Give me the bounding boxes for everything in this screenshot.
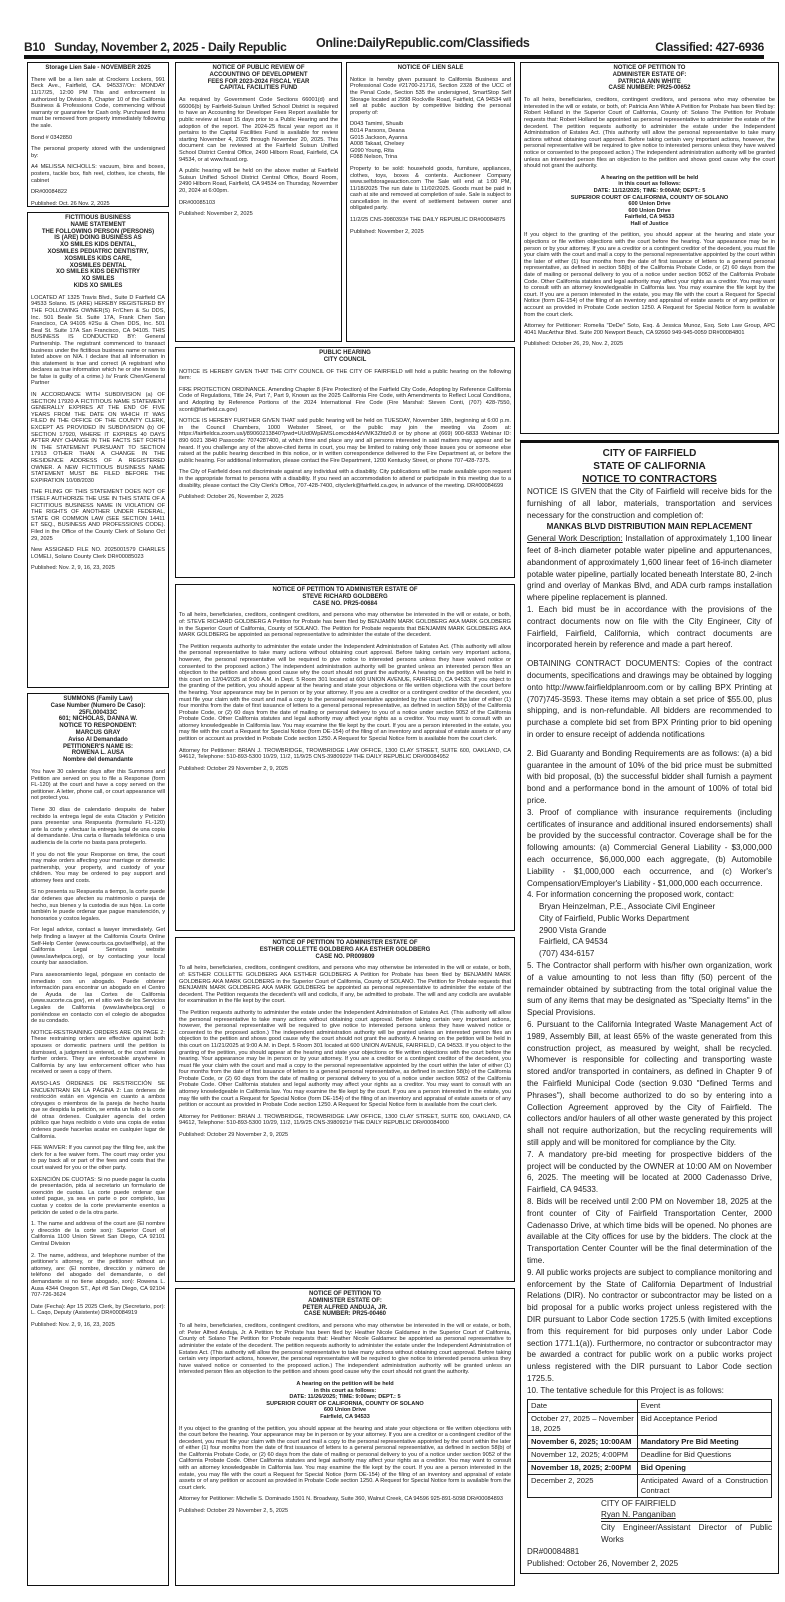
notice-title: NOTICE OF PETITION TO [613,65,686,71]
schedule-event: Bid Acceptance Period [637,1412,771,1435]
contact-line: City of Fairfield, Public Works Department [539,913,690,923]
notice-paragraph: For legal advice, contact a lawyer immediately. Get help finding a lawyer at the California Courts Online Self-Help Center (www.courts.ca.gov/selfhelp), at the California Legal Services website (www.lawhelpca.org), or by contacting your local county bar association. [31,927,165,967]
legal-notice [27,693,169,1586]
contact-line: Fairfield, CA 94534 [539,937,608,947]
notice-paragraph: Para asesoramiento legal, póngase en contacto de inmediato con un abogado. Puede obtener información para encontrar un abogado en el Centro de Ayuda de las Cortes de California (www.sucorte.ca.gov), en el sitio web de los Servicios Legales de California (www.lawhelpca.org) o poniéndose en contacto con el colegio de abogados de su condado. [31,972,165,1025]
notice-title: Case Number (Numero De Caso): [50,702,146,709]
notice-paragraph: Published: October 29 November 2, 5, 2025 [179,1508,289,1515]
schedule-row [528,1461,772,1474]
schedule-row [528,1435,772,1448]
notice-to-contractors [520,440,779,1574]
notice-paragraph: IN ACCORDANCE WITH SUBDIVISION (a) OF SECTION 17920 A FICTITIOUS NAME STATEMENT GENERALLY EXPIRES AT THE END OF FIVE YEARS FROM THE DATE ON WHICH IT WAS FILED IN THE OFFICE OF THE COUNTY CLERK, EXCEPT AS PROVIDED IN SUBDIVISION (b) OF SECTION 17920, WHERE IT EXPIRES 40 DAYS AFTER ANY CHANGE IN THE FACTS SET FORTH IN THE STATEMENT PURSUANT TO SECTION 17913 OTHER THAN A CHANGE IN THE RESIDENCE ADDRESS OF A REGISTERED OWNER. A NEW FICTITIOUS BUSINESS NAME STATEMENT MUST BE FILED BEFORE THE EXPIRATION 10/08/2030 [31,392,165,484]
notice-paragraph: Bond # 0342850 [31,134,73,141]
schedule-event: Mandatory Pre Bid Meeting [637,1435,771,1448]
notice-title: XO SMILES KIDS DENTISTRY [55,269,141,276]
notice-paragraph: 2. The name, address, and telephone number of the petitioner's attorney, or the petitioner without an attorney, are: (El nombre, dirección y número de teléfono del abogado del demandante, o del demandante si no tiene abogado, son): Rowena L. Ausa 4344 Oregon ST., Apt #8 San Diego, CA 92104 707-726-3624 [31,1252,165,1299]
notice-paragraph: Published: November 2, 2025 [179,211,253,218]
notice-title: NOTICE OF PETITION TO ADMINISTER ESTATE OF [272,940,418,946]
notice-paragraph: As required by Government Code Sections 66001(d) and 66006(b) by Fairfield-Suisun Unified School District is required to have an Accounting for Developer Fees Report available for public review at least 15 days prior to a Public Hearing and the adoption of the report. The 2024-25 fiscal year report as it pertains to the Capital Facilities Fund is available for review starting November 4, 2025 through November 20, 2025. This document can be reviewed at the Fairfield Suisun Unified School District Central Office, 2490 Hilborn Road, Fairfield, CA 94534, or at www.fsusd.org. [179,97,338,163]
work-description: General Work Description: Installation of approximately 1,100 linear feet of 8-inch diameter potable water pipeline and appurtenances, abandonment of approximately 1,600 linear feet of 16-inch diameter potable water pipeline, partially located beneath Interstate 80, 2-inch grind and overlay of Mankas Blvd, and ADA curb ramps installation where pipeline replacement is planned. [527,534,772,603]
notice-title: PETER ALFRED ANDUJA, JR. [302,1304,388,1311]
notice-paragraph: 1. The name and address of the court are (El nombre y dirección de la corte son): Superior Court of California 1100 Union Street San Diego, CA 92101 Central Division [31,1221,165,1247]
notice-paragraph: NOTICE-RESTRAINING ORDERS ARE ON PAGE 2: These restraining orders are effective against both spouses or domestic partners until the petition is dismissed, a judgment is entered, or the court makes further orders. They are enforceable anywhere in California by any law enforcement officer who has received or seen a copy of them. [31,1029,165,1076]
notice-paragraph: Published: October 26, November 2, 2025 [179,494,284,501]
notice-paragraph: DR#00084822 [31,189,68,196]
notice-title: CAPITAL FACILITIES FUND [219,85,298,92]
para-1: 1. Each bid must be in accordance with the provisions of the contract documents now on file with the City Engineer, City of Fairfield, Fairfield, California, which contract documents are incorporated herein by reference and made a part hereof. [527,604,772,650]
notice-paragraph: Property to be sold: household goods, furniture, appliances, clothes, toys, boxes & contents. Auctioneer Company www.selfstorageauction.com The Sale will end at 1:00 PM, 11/18/2025 The run date is 11/02/2025. Goods must be paid in cash at site and removed at completion of sale. Sale is subject to cancellation in the event of settlement between owner and obligated party. [350,165,511,212]
notice-paragraph: The Petition requests authority to administer the estate under the Independent Administration of Estates Act. (This authority will allow the personal representative to take many actions without obtaining court approval. Before taking certain very important actions, however, the personal representative will be required to give notice to interested persons unless they have waived notice or consented to the proposed action.) The independent administration authority will be granted unless an interested person files an objection to the petition and shows good cause why the court should not grant the authority. A hearing on the petition will be held in this court on 11/21/2025 at 9:00 A.M. in Dept. 5 Room 301 located at 600 UNION AVENUE, FAIRFIELD, CA 94533. If you object to the granting of the petition, you should appear at the hearing and state your objections or file written objections with the court before the hearing. Your appearance may be in person or by your attorney. If you are a creditor or a contingent creditor of the decedent, you must file your claim with the court and mail a copy to the personal representative appointed by the court within the later of either (1) four months from the date of first issuance of letters to a general personal representative, as defined in section 58(b) of the California Probate Code, or (2) 60 days from the date of mailing or personal delivery to you of a notice under section 9052 of the California Probate Code. Other California statutes and legal authority may affect your rights as a creditor. You may want to consult with an attorney knowledgeable in California law. You may examine the file kept by the court. If you are a person interested in the estate, you may file with the court a Request for Special Notice (form DE-154) of the filing of an inventory and appraisal of estate assets or of any petition or account as provided in Probate Code section 1250. A Request for Special Notice form is available from the court clerk. [179,1009,511,1109]
sig-city: CITY OF FAIRFIELD [601,1498,676,1508]
notice-title: CASE NO. PR25-00684 [312,600,378,607]
schedule-date: November 18, 2025; 2:00PM [528,1461,638,1474]
notice-paragraph: 11/2/25 CNS-3980393# THE DAILY REPUBLIC DR#00084875 [350,217,506,224]
notice-paragraph: EXENCIÓN DE CUOTAS: Si no puede pagar la cuota de presentación, pida al secretario un formulario de exención de cuotas. La corte puede ordenar que usted pague, ya sea en parte o por completo, las cuotas y costos de la corte previamente exentos a petición de usted o de la otra parte. [31,1176,165,1216]
notice-title: NOTICE OF PETITION TO ADMINISTER ESTATE OF [272,587,418,593]
notice-title: IS (ARE) DOING BUSINESS AS [54,235,142,242]
para-9: 9. All public works projects are subject to compliance monitoring and enforcement by the State of California Department of Industrial Relations (DIR). No contractor or subcontractor may be listed on a bid proposal for a public works project unless registered with the DIR pursuant to Labor Code section 1725.5 (with limited exceptions from this requirement for bid purposes only under Labor Code section 1771.1(a)). Furthermore, no contractor or subcontractor may be awarded a contract for public work on a public works project unless registered with the DIR pursuant to Labor Code section 1725.5. [527,1267,772,1383]
para-10: 10. The tentative schedule for this Project is as follows: [527,1385,724,1395]
page-date: B10 Sunday, November 2, 2025 - Daily Republic [24,40,287,54]
notice-paragraph: Tiene 30 días de calendario después de haber recibido la entrega legal de esta Citación y Petición para presentar una Respuesta (formulario FL-120) ante la corte y efectuar la entrega legal de una copia al demandante. Una carta o llamada telefónica o una audiencia de la corte no basta para protegerlo. [31,806,165,846]
notice-title: CITY COUNCIL [323,356,367,363]
notice-title: ROWENA L. AUSA [71,750,125,757]
notice-title: STEVE RICHARD GOLDBERG [302,593,388,600]
contractors-dr: DR#00084881 [527,1546,580,1556]
para-5: 5. The Contractor shall perform with his/her own organization, work of a value amounting to not less than fifty (50) percent of the remainder obtained by subtracting from the total original value the sum of any items that may be designated as "Specialty Items" in the Special Provisions. [527,961,772,1018]
sig-name: Ryan N. Panganiban [601,1509,772,1522]
notice-title: XOSMILES KIDS CARE, [64,255,132,262]
notice-title: XO SMILES KIDS DENTAL, [60,242,136,249]
notice-title: Storage Lien Sale - NOVEMBER 2025 [45,65,151,71]
notice-paragraph: To all heirs, beneficiaries, creditors, contingent creditors, and persons who may otherwise be interested in the will or estate, or both, of: Patricia Ann White A Petition for Probate has been filed by: Robert Holland in the Superior Court of California, County of: Solano The Petition for Probate requests that: Robert Holland be appointed as personal representative to administer the estate of the decedent. The petition requests authority to administer the estate under the Independent Administration of Estates Act. (This authority will allow the personal representative to take many actions without obtaining court approval. Before taking certain very important actions, however, the personal representative will be required to give notice to interested persons unless they have waived notice or consented to the proposed action.) The independent administration authority will be granted unless an interested person files an objection to the petition and shows good cause why the court should not grant the authority. [524,97,775,170]
notice-title: SUMMONS (Family Law) [63,696,133,702]
notice-paragraph: If you do not file your Response on time, the court may make orders affecting your marriage or domestic partnership, your property, and custody of your children. You may be ordered to pay support and attorney fees and costs. [31,851,165,884]
notice-paragraph: A hearing on the petition will be held in this court as follows: DATE: 11/12/2025; TIME: 9:00AM; DEPT.: 5 SUPERIOR COURT OF CALIFORNIA, COUNTY OF SOLANO 600 Union Drive 600 Union Drive Fairfield, CA 94533 Hall of Justice [570,174,729,227]
schedule-date: October 27, 2025 – November 18, 2025 [528,1412,638,1435]
legal-notice [175,347,515,578]
notice-paragraph: A4 MELISSA NICHOLLS: vacuum, bins and boxes, posters, tackle box, fish reel, clothes, ice chests, file cabinet [31,164,165,184]
notice-title: 25FL000433C [78,709,118,716]
notice-title: NOTICE OF PUBLIC REVIEW OF [212,65,305,71]
notice-paragraph: Published: October 29 November 2, 9, 2025 [179,765,289,772]
notice-paragraph: Notice is hereby given pursuant to California Business and Professional Code #21700-21716, Section 2328 of the UCC of the Penal Code, Section 535 the undersigned, SmartStop Self Storage located at 2998 Rockville Road, Fairfield, CA 94534 will sell at public auction by competitive bidding the personal property of: [350,76,511,116]
notice-title: 601; NICHOLAS, DANNA W. [58,716,138,723]
contractors-title-1: CITY OF FAIRFIELD [602,448,697,459]
notice-paragraph: The Petition requests authority to administer the estate under the Independent Administration of Estates Act. (This authority will allow the personal representative to take many actions without obtaining court approval. Before taking certain very important actions, however, the personal representative will be required to give notice to interested persons unless they have waived notice or consented to the proposed action.) The independent administration authority will be granted unless an interested person files an objection to the petition and shows good cause why the court should not grant the authority. A hearing on the petition will be held in this court on 12/04/2025 at 9:00 A.M. in Dept. 5 Room 301 located at 600 UNION AVENUE, FAIRFIELD, CA 94533. If you object to the granting of the petition, you should appear at the hearing and state your objections or file written objections with the court before the hearing. Your appearance may be in person or by your attorney. If you are a creditor or a contingent creditor of the decedent, you must file your claim with the court and mail a copy to the personal representative appointed by the court within the later of either (1) four months from the date of first issuance of letters to a general personal representative, as defined in section 58(b) of the California Probate Code, or (2) 60 days from the date of mailing or personal delivery to you of a notice under section 9052 of the California Probate Code. Other California statutes and legal authority may affect your rights as a creditor. You may want to consult with an attorney knowledgeable in California law. You may examine the file kept by the court. If you are a person interested in the estate, you may file with the court a Request for Special Notice (form DE-154) of the filing of an inventory and appraisal of estate assets or of any petition or account as provided in Probate Code section 1250. A Request for Special Notice form is available from the court clerk. [179,643,511,743]
legal-notice [346,62,515,342]
notice-title: CASE NUMBER: PR25-00652 [608,85,691,92]
schedule-row [528,1412,772,1435]
schedule-table [527,1399,772,1498]
legal-notice [27,62,169,207]
notice-paragraph: Published: Nov. 2, 9, 16, 23, 2025 [31,565,115,572]
contractors-title-2: STATE OF CALIFORNIA [593,461,706,472]
notice-paragraph: Published: October 29 November 2, 9, 2025 [179,1132,289,1139]
notice-title: KIDS XO SMILES [73,282,123,289]
legal-notice [175,1288,515,1586]
para-7: 7. A mandatory pre-bid meeting for prospective bidders of the project will be conducted by the OWNER at 10:00 AM on November 6, 2025. The meeting will be located at 2000 Cadenasso Drive, Fairfield, CA 94533. [527,1149,772,1195]
legal-notice [27,212,169,688]
notice-title: THE FOLLOWING PERSON (PERSONS) [41,228,155,235]
notice-paragraph: To all heirs, beneficiaries, creditors, contingent creditors, and persons who may otherwise be interested in the will or estate, or both, of: STEVE RICHARD GOLDBERG A Petition for Probate has been filed by BENJAMIN MARK GOLDBERG AKA MARK GOLDBERG in the Superior Court of California, County of SOLANO. The Petition for Probate requests that BENJAMIN MARK GOLDBERG AKA MARK GOLDBERG be appointed as personal representative to administer the estate of the decedent. [179,612,511,639]
legal-notice [175,62,342,342]
notice-title: ESTHER COLLETTE GOLDBERG AKA ESTHER GOLDBERG [259,946,431,953]
legal-notice [175,584,515,931]
notice-paragraph: Attorney for Petitioner: Michelle S. Dominado 1501 N. Broadway, Suite 360, Walnut Creek, CA 94596 925-891-5098 DR#00084893 [179,1496,504,1503]
schedule-row [528,1474,772,1497]
para-4: 4. For information concerning the proposed work, contact: [527,890,734,900]
notice-paragraph: You have 30 calendar days after this Summons and Petition are served on you to file a Response (form FL-120) at the court and have a copy served on the petitioner. A letter, phone call, or court appearance will not protect you. [31,768,165,802]
contact-block [527,901,772,960]
schedule-date: November 12, 2025; 4:00PM [528,1448,638,1461]
header-rule [24,55,764,59]
notice-paragraph: AVISO-LAS ÓRDENES DE RESTRICCIÓN SE ENCUENTRAN EN LA PÁGINA 2: Las órdenes de restricción están en vigencia en cuanto a ambos cónyuges o miembros de la pareja de hecho hasta que se despida la petición, se emita un fallo o la corte dé otras órdenes. Cualquier agencia del orden público que haya recibido o visto una copia de estas órdenes puede hacerlas acatar en cualquier lugar de California. [31,1080,165,1140]
notice-paragraph: To all heirs, beneficiaries, creditors, contingent creditors, and persons who may otherwise be interested in the will or estate, or both, of: Peter Alfred Anduja, Jr. A Petition for Probate has been filed by: Heather Nicole Galdamez in the Superior Court of California, County of: Solano The Petition for Probate requests that: Heather Nicole Galdamez be appointed as personal representative to administer the estate of the decedent. The petition requests authority to administer the estate under the Independent Administration of Estates Act. (This authority will allow the personal representative to take many actions without obtaining court approval. Before taking certain very important actions, however, the personal representative will be required to give notice to interested persons unless they have waived notice or consented to the proposed action.) The independent administration authority will be granted unless an interested person files an objection to the petition and shows good cause why the court should not grant the authority. [179,1323,511,1376]
notice-paragraph: Date (Fecha): Apr 15 2025 Clerk, by (Secretario, por): L. Caqo, Deputy (Asistente) DR#00084919 [31,1303,165,1317]
notice-title: FICTITIOUS BUSINESS [65,215,131,221]
contractors-title-3: NOTICE TO CONTRACTORS [582,474,717,485]
notice-paragraph: FEE WAIVER: If you cannot pay the filing fee, ask the clerk for a fee waiver form. The court may order you to pay back all or part of the fees and costs that the court waived for you or the other party. [31,1145,165,1172]
sig-title: City Engineer/Assistant Director of Public Works [601,1523,772,1544]
para-6: 6. Pursuant to the California Integrated Waste Management Act of 1989, Assembly Bill, at least 65% of the waste generated from this construction project, as measured by weight, shall be recycled. Whomever is responsible for collecting and transporting waste stored and/or transported in containers, as defined in Chapter 9 of the Fairfield Municipal Code (section 9.030 "Defined Terms and Phrases"), shall become authorized to do so by entering into a Collection Agreement approved by the City of Fairfield. The collectors and/or haulers of all other waste generated by this project shall not require authorization, but the recycling requirements will still apply and will be monitored for compliance by the City. [527,1020,772,1148]
notice-paragraph: The personal property stored with the undersigned by: [31,146,165,159]
notice-title: CASE NO. PR009809 [315,953,375,960]
contractors-intro: NOTICE IS GIVEN that the City of Fairfield will receive bids for the furnishing of all labor, materials, transportation and services necessary for the construction and completion of: [527,487,772,520]
notice-title: ACCOUNTING OF DEVELOPMENT [209,71,308,78]
notice-paragraph: Si no presenta su Respuesta a tiempo, la corte puede dar órdenes que afecten su matrimonio o pareja de hecho, sus bienes y la custodia de sus hijos. La corte también le puede ordenar que pague manutención, y honorarios y costos legales. [31,889,165,922]
notice-paragraph: Published: October 26, 29, Nov. 2, 2025 [524,341,624,348]
notice-paragraph: NOTICE IS HEREBY FURTHER GIVEN THAT said public hearing will be held on TUESDAY, November 18th, beginning at 6:00 p.m. in the Council Chambers, 1000 Webster Street, or the public may join the meeting via Zoom at: https://fairfieldca.zoom.us/j/89060213840?pwd=UUd0WpEMSLomcxbld4zVMK3Zfdz0.8 or by phone at (669) 900-6833 Webinar ID: 890 6021 3840 Passcode: 7074287400, at which time and place any and all persons interested in said matters may appear and be heard. If you challenge any of the above-cited items in court, you may be limited to raising only those issues you or someone else raised at the public hearing described in this notice, or in written correspondence delivered to the Fire Department at, or before the public hearing. For additional information, please contact the Fire Department, 1200 Kentucky Street, or phone 707-428-7375. [179,418,511,464]
notice-title: ADMINISTER ESTATE OF: [612,71,687,78]
notice-paragraph: The City of Fairfield does not discriminate against any individual with a disability. City publications will be made available upon request in the appropriate format to persons with a disability. If you need an accommodation to attend or participate in this meeting due to a disability, please contact the City Clerk's Office, 707-428-7400, cityclerk@fairfield.ca.gov, in advance of the meeting. DR#00084699 [179,469,511,489]
notice-title: XOSMILES PEDIATRIC DENTISTRY, [47,248,149,255]
contractors-published: Published: October 26, November 2, 2025 [527,1558,679,1568]
schedule-event: Deadline for Bid Questions [637,1448,771,1461]
para-obtaining: OBTAINING CONTRACT DOCUMENTS: Copies of the contract documents, specifications and drawings may be obtained by logging onto http://www.fairfieldplanroom.com or by calling BPX Printing at (707)745-3593. These items may obtain a set price of $55.00, plus shipping, and is non-refundable. All bidders are recommended to purchase a complete bid set from BPX Printing prior to bid opening in order to ensure receipt of addenda notifications [527,659,772,739]
schedule-row [528,1448,772,1461]
contact-line: 2900 Vista Grande [539,925,607,935]
notice-title: NOTICE TO RESPONDENT: [59,723,137,730]
notice-paragraph: Attorney for Petitioner: Romelia "DeDe" Soto, Esq. & Jessica Munoz, Esq. Soto Law Group, APC 4041 MacArthur Blvd. Suite 200 Newport Beach, CA 92660 949-945-0059 DR#00084801 [524,323,775,336]
notice-paragraph: D043 Tamimi, Shuaib B014 Parsons, Deana G015 Jackson, Ayanna A008 Takaat, Chelsey G090 Young, Rita F088 Nelson, Trina [350,121,408,161]
contact-line: Bryan Heinzelman, P.E., Associate Civil Engineer [539,902,716,912]
notice-paragraph: Published: Nov. 2, 9, 16, 23, 2025 [31,1321,115,1328]
legal-notice [175,937,515,1282]
notice-title: Aviso Al Demandado [68,736,128,743]
notice-title: NAME STATEMENT [70,221,126,228]
notice-title: Nombre del demandante [62,757,133,764]
schedule-header-event: Event [637,1399,771,1412]
notice-paragraph: LOCATED AT 1325 Travis Blvd., Suite D Fairfield CA 94533 Solano. IS (ARE) HEREBY REGISTERED BY THE FOLLOWING OWNER(S) Fr/Chen & Su DDS, Inc. 501 Beale St. Suite 17A, Frank Chen San Francisco, CA 94105 #2Su & Chen DDS, Inc. 501 Beal St. Suite 17A San Francisco, CA 94105. THIS BUSINESS IS CONDUCTED BY: General Partnership. The registrant commenced to transact business under the fictitious business name or names listed above on N/A. I declare that all information in this statement is true and correct (A registrant who declares as true information which he or she knows to be false is guilty of a crime.) /s/ Frank Chen/General Partner [31,294,165,387]
notice-paragraph: To all heirs, beneficiaries, creditors, contingent creditors, and persons who may otherwise be interested in the will or estate, or both, of: ESTHER COLLETTE GOLDBERG AKA ESTHER GOLDBERG A Petition for Probate has been filed by BENJAMIN MARK GOLDBERG AKA MARK GOLDBERG in the Superior Court of California, County of SOLANO. The Petition for Probate requests that BENJAMIN MARK GOLDBERG AKA MARK GOLDBERG be appointed as personal representative to administer the estate of the decedent. The Petition requests the decedent's will and codicils, if any, be admitted to probate. The will and any codicils are available for examination in the file kept by the court. [179,965,511,1005]
para-3: 3. Proof of compliance with insurance requirements (including certificates of insurance and additional insured endorsements) shall be provided by the successful contractor. Coverage shall be for the following amounts: (a) Commercial General Liability - $3,000,000 each occurrence, $6,000,000 each aggregate, (b) Automobile Liability - $1,000,000 each occurrence, and (c) Worker's Compensation/Employer's Liability - $1,000,000 each occurrence. [527,807,772,888]
contact-line: (707) 434-6157 [539,949,595,959]
notice-title: PETITIONER'S NAME IS: [62,743,134,750]
notice-paragraph: DR#00085103 [179,199,216,206]
signature-block [527,1498,772,1546]
notice-paragraph: There will be a lien sale at Crockers Lockers, 991 Beck Ave., Fairfield, CA. 945337/On: MONDAY 11/17/25, 12:00 PM This and enforcement is authorized by Division 8, Chapter 10 of the California Business & Professions Code, commencing without warranty or guarantee for Cash only. Purchased items must be removed from property immediately following the sale. [31,76,165,129]
notice-paragraph: Published: November 2, 2025 [350,228,424,235]
notice-paragraph: FIRE PROTECTION ORDINANCE. Amending Chapter 8 (Fire Protection) of the Fairfield City Code, Adopting by Reference California Code of Regulations, Title 24, Part 7, Part 9, Known as the 2025 California Fire Code, with Amendments to Reflect Local Conditions, and Adopting by Reference Portions of the 2024 International Fire Code (Fire Marshal: Steven Conti, (707) 428-7550, sconti@fairfield.ca.gov) [179,386,511,413]
page-header [24,36,764,54]
notice-paragraph: Published: Oct. 26 Nov. 2, 2025 [31,200,110,207]
notice-paragraph: NOTICE IS HEREBY GIVEN THAT THE CITY COUNCIL OF THE CITY OF FAIRFIELD will hold a public hearing on the following item: [179,368,511,382]
notice-paragraph: Attorney for Petitioner: BRIAN J. TROWBRIDGE, TROWBRIDGE LAW OFFICE, 1300 CLAY STREET, SUITE 600, OAKLAND, CA 94612, Telephone: 510-893-5300 10/29, 11/2, 11/9/25 CNS-3980922# THE DAILY REPUBLIC DR#00084952 [179,747,511,761]
notice-paragraph: A hearing on the petition will be held in this court as follows: DATE: 11/26/2025; TIME: 9:00am; DEPT.: 5 SUPERIOR COURT OF CALIFORNIA, COUNTY OF SOLANO 600 Union Drive Fairfield, CA 94533 [266,1380,424,1420]
schedule-date: November 6, 2025; 10:00AM [528,1435,638,1448]
para-8: 8. Bids will be received until 2:00 PM on November 18, 2025 at the front counter of City of Fairfield Transportation Center, 2000 Cadenasso Drive, at which time bids will be opened. No phones are available at the City offices for use by the bidders. The clock at the Transportation Center Counter will be the final determination of the time. [527,1197,772,1265]
notice-paragraph: If you object to the granting of the petition, you should appear at the hearing and state your objections or file written objections with the court before the hearing. Your appearance may be in person or by your attorney. If you are a creditor or a contingent creditor of the decedent, you must file your claim with the court and mail a copy to the personal representative appointed by the court within the later of either (1) four months from the date of first issuance of letters to a general personal representative, as defined in section 58(b) of the California Probate Code, or (2) 60 days from the date of mailing or personal delivery to you of a notice under section 9052 of the California Probate Code. Other California statutes and legal authority may affect your rights as a creditor. You may want to consult with an attorney knowledgeable in California law. You may examine the file kept by the court. If you are a person interested in the estate, you may file with the court a Request for Special Notice (form DE-154) of the filing of an inventory and appraisal of estate assets or of any petition or account as provided in Probate Code section 1250. A Request for Special Notice form is available from the court clerk. [524,232,775,318]
notice-title: NOTICE OF PETITION TO [309,1291,381,1297]
notice-title: FEES FOR 2023-2024 FISCAL YEAR [207,78,310,85]
notice-title: ADMINISTER ESTATE OF: [308,1297,382,1304]
notice-title: CASE NUMBER: PR25-00460 [303,1311,387,1318]
notice-title: PUBLIC HEARING [319,350,371,356]
notice-title: NOTICE OF LIEN SALE [397,65,464,71]
notice-paragraph: Attorney for Petitioner: BRIAN J. TROWBRIDGE, TROWBRIDGE LAW OFFICE, 1300 CLAY STREET, SUITE 600, OAKLAND, CA 94612, Telephone: 510-893-5300 10/29, 11/2, 11/9/25 CNS-3980921# THE DAILY REPUBLIC DR#00084900 [179,1113,511,1127]
notice-title: PATRICIA ANN WHITE [618,78,681,85]
schedule-event: Anticipated Award of a Construction Contract [637,1474,771,1497]
notice-paragraph: THE FILING OF THIS STATEMENT DOES NOT OF ITSELF AUTHORIZE THE USE IN THIS STATE OF A FICTITIOUS BUSINESS NAME IN VIOLATION OF THE RIGHTS OF ANOTHER UNDER FEDERAL, STATE OR COMMON LAW (SEE SECTION 14411 ET SEQ., BUSINESS AND PROFESSIONS CODE). Filed in the Office of the County Clerk of Solano Oct 29, 2025 [31,489,165,542]
site-url: Online:DailyRepublic.com/Classifieds [316,36,530,50]
notice-paragraph: New ASSIGNED FILE NO. 2025001579 CHARLES LOMELI, Solano County Clerk DR#00085023 [31,547,165,560]
schedule-header-date: Date [528,1399,638,1412]
legal-notice [520,62,779,434]
notice-title: XOSMILES DENTAL [69,262,127,269]
notice-paragraph: If you object to the granting of the petition, you should appear at the hearing and state your objections or file written objections with the court before the hearing. Your appearance may be in person or by your attorney. If you are a creditor or a contingent creditor of the decedent, you must file your claim with the court and mail a copy to the personal representative appointed by the court within the later of either (1) four months from the date of first issuance of letters to a general personal representative, as defined in section 58(b) of the California Probate Code, or (2) 60 days from the date of mailing or personal delivery to you of a notice under section 9052 of the California Probate Code. Other California statutes and legal authority may affect your rights as a creditor. You may want to consult with an attorney knowledgeable in California law. You may examine the file kept by the court. If you are a person interested in the estate, you may file with the court a Request for Special Notice (form DE-154) of the filing of an inventory and appraisal of estate assets or of any petition or account as provided in Probate Code section 1250. A Request for Special Notice form is available from the court clerk. [179,1425,511,1491]
classified-phone: Classified: 427-6936 [655,40,764,54]
schedule-event: Bid Opening [637,1461,771,1474]
notice-title: XO SMILES [81,276,115,283]
notice-title: MARCUS GRAY [75,729,121,736]
schedule-date: December 2, 2025 [528,1474,638,1497]
notice-paragraph: A public hearing will be held on the above matter at Fairfield Suisun Unified School District Central Office, Board Room, 2490 Hilborn Road, Fairfield, CA 94534 on Thursday, November 20, 2024 at 6:00pm. [179,168,338,194]
para-2: 2. Bid Guaranty and Bonding Requirements are as follows: (a) a bid guarantee in the amount of 10% of the bid price must be submitted with bid proposal, (b) the successful bidder shall furnish a payment bond and a performance bond in the amount of 100% of total bid price. [527,748,772,805]
project-name: MANKAS BLVD DISTRIBUTION MAIN REPLACEMENT [546,522,753,532]
